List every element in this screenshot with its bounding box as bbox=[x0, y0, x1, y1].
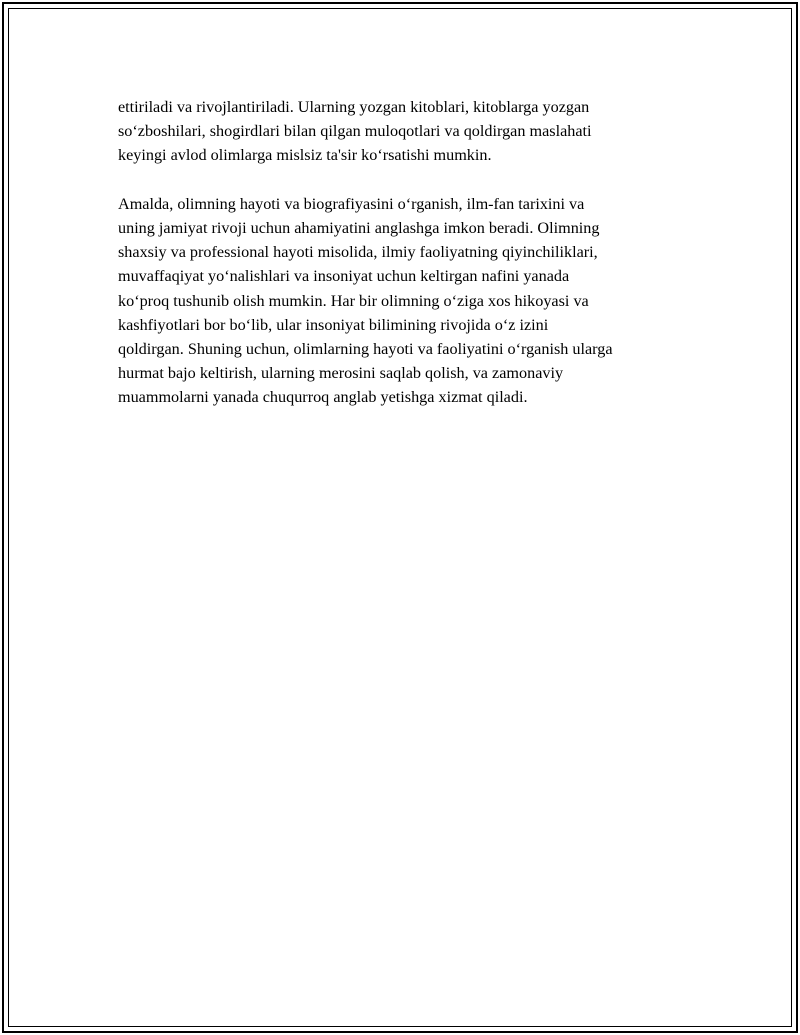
paragraph-1: ettiriladi va rivojlantiriladi. Ularning yozgan kitoblari, kitoblarga yozgan so‘zboshilari, shogirdlari bilan qilgan muloqotlari va qoldirgan maslahati keyingi avlod olimlarga mislsiz ta'sir ko‘rsatishi mumkin. bbox=[118, 98, 592, 165]
paragraph-2: Amalda, olimning hayoti va biografiyasini o‘rganish, ilm-fan tarixini va uning jamiyat rivoji uchun ahamiyatini anglashga imkon beradi. Olimning shaxsiy va professional hayoti misolida, ilmiy faoliyatning qiyinchiliklari, muvaffaqiyat yo‘nalishlari va insoniyat uchun keltirgan nafini yanada ko‘proq tushunib olish mumkin. Har bir olimning o‘ziga xos hikoyasi va kashfiyotlari bor bo‘lib, ular insoniyat bilimining rivojida o‘z izini qoldirgan. Shuning uchun, olimlarning hayoti va faoliyatini o‘rganish ularga hurmat bajo keltirish, ularning merosini saqlab qolish, va zamonaviy muammolarni yanada chuqurroq anglab yetishga xizmat qiladi. bbox=[118, 194, 613, 407]
document-body bbox=[118, 95, 708, 434]
